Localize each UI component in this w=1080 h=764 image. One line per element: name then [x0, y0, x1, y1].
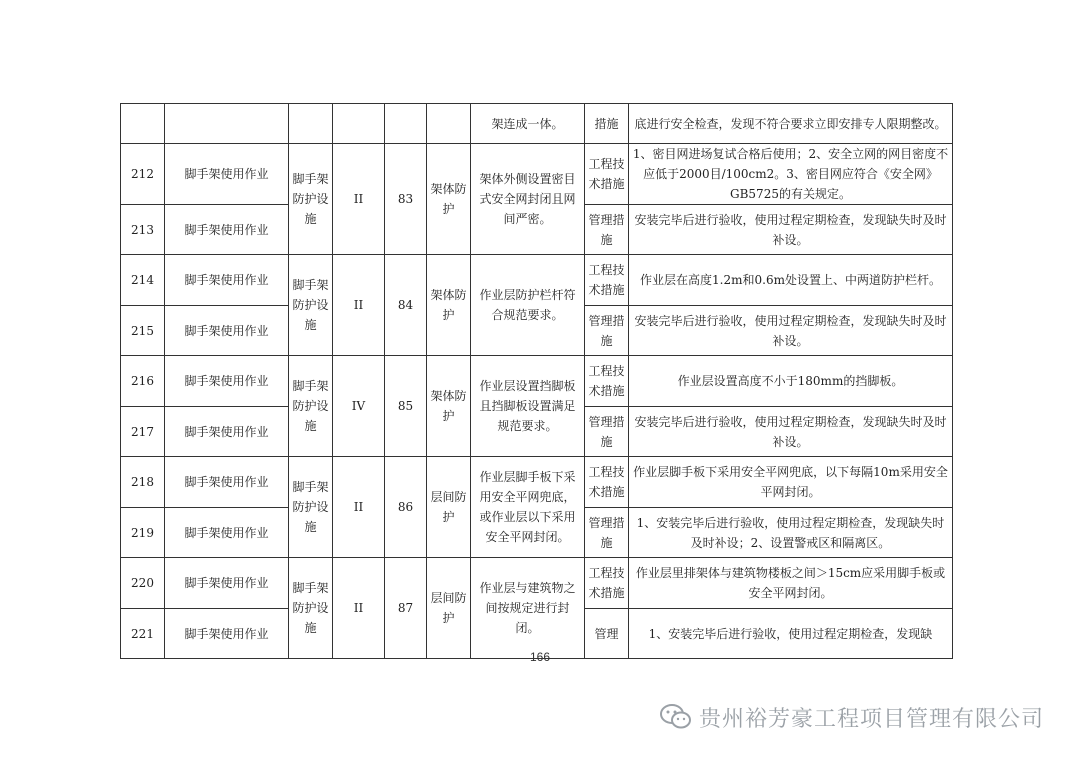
- watermark-text: 贵州裕芳豪工程项目管理有限公司: [698, 706, 1044, 732]
- level-cell: II: [333, 144, 385, 255]
- measure-type-cell: 工程技术措施: [585, 457, 629, 508]
- facility-cell: 脚手架防护设施: [289, 457, 333, 558]
- work-cell: 脚手架使用作业: [165, 457, 289, 508]
- content-cell: 作业层防护栏杆符合规范要求。: [471, 255, 585, 356]
- code-cell: 85: [385, 356, 427, 457]
- row-number-cell: 219: [121, 508, 165, 558]
- measure-cell: 1、密目网进场复试合格后使用；2、安全立网的网目密度不应低于2000目/100cm2。3、密目网应符合《安全网》GB5725的有关规定。: [629, 144, 953, 205]
- table-row: [121, 558, 953, 609]
- measure-type-cell: 管理措施: [585, 407, 629, 457]
- category-cell: [427, 104, 471, 144]
- measure-cell: 作业层脚手板下采用安全平网兜底，以下每隔10m采用安全平网封闭。: [629, 457, 953, 508]
- code-cell: 86: [385, 457, 427, 558]
- category-cell: 层间防护: [427, 457, 471, 558]
- table-row: [121, 457, 953, 508]
- work-cell: 脚手架使用作业: [165, 144, 289, 205]
- row-number-cell: 217: [121, 407, 165, 457]
- category-cell: 架体防护: [427, 255, 471, 356]
- level-cell: II: [333, 457, 385, 558]
- hazard-measures-table: [120, 103, 953, 659]
- category-cell: 层间防护: [427, 558, 471, 659]
- level-cell: II: [333, 558, 385, 659]
- measure-type-cell: 工程技术措施: [585, 558, 629, 609]
- content-cell: 作业层脚手板下采用安全平网兜底，或作业层以下采用安全平网封闭。: [471, 457, 585, 558]
- measure-cell: 作业层设置高度不小于180mm的挡脚板。: [629, 356, 953, 407]
- measure-type-cell: 措施: [585, 104, 629, 144]
- measure-type-cell: 管理措施: [585, 306, 629, 356]
- row-number-cell: [121, 104, 165, 144]
- work-cell: [165, 104, 289, 144]
- work-cell: 脚手架使用作业: [165, 508, 289, 558]
- content-cell: 作业层与建筑物之间按规定进行封闭。: [471, 558, 585, 659]
- row-number-cell: 213: [121, 205, 165, 255]
- measure-type-cell: 工程技术措施: [585, 255, 629, 306]
- row-number-cell: 216: [121, 356, 165, 407]
- row-number-cell: 221: [121, 609, 165, 659]
- content-cell: 架连成一体。: [471, 104, 585, 144]
- code-cell: 84: [385, 255, 427, 356]
- row-number-cell: 218: [121, 457, 165, 508]
- code-cell: 83: [385, 144, 427, 255]
- measure-cell: 作业层在高度1.2m和0.6m处设置上、中两道防护栏杆。: [629, 255, 953, 306]
- page-number: 166: [529, 650, 551, 664]
- level-cell: [333, 104, 385, 144]
- facility-cell: [289, 104, 333, 144]
- measure-type-cell: 管理措施: [585, 205, 629, 255]
- work-cell: 脚手架使用作业: [165, 306, 289, 356]
- facility-cell: 脚手架防护设施: [289, 144, 333, 255]
- work-cell: 脚手架使用作业: [165, 356, 289, 407]
- facility-cell: 脚手架防护设施: [289, 356, 333, 457]
- work-cell: 脚手架使用作业: [165, 205, 289, 255]
- measure-type-cell: 管理: [585, 609, 629, 659]
- work-cell: 脚手架使用作业: [165, 609, 289, 659]
- level-cell: IV: [333, 356, 385, 457]
- measure-cell: 底进行安全检查，发现不符合要求立即安排专人限期整改。: [629, 104, 953, 144]
- measure-cell: 作业层里排架体与建筑物楼板之间＞15cm应采用脚手板或安全平网封闭。: [629, 558, 953, 609]
- measure-cell: 安装完毕后进行验收，使用过程定期检查，发现缺失时及时补设。: [629, 306, 953, 356]
- measure-type-cell: 管理措施: [585, 508, 629, 558]
- row-number-cell: 215: [121, 306, 165, 356]
- table-row: [121, 104, 953, 144]
- content-cell: 架体外侧设置密目式安全网封闭且网间严密。: [471, 144, 585, 255]
- row-number-cell: 212: [121, 144, 165, 205]
- wechat-icon: [659, 703, 693, 731]
- watermark: [659, 702, 1044, 732]
- facility-cell: 脚手架防护设施: [289, 558, 333, 659]
- row-number-cell: 220: [121, 558, 165, 609]
- table-row: [121, 356, 953, 407]
- work-cell: 脚手架使用作业: [165, 558, 289, 609]
- measure-cell: 安装完毕后进行验收，使用过程定期检查，发现缺失时及时补设。: [629, 407, 953, 457]
- category-cell: 架体防护: [427, 356, 471, 457]
- table-row: [121, 144, 953, 205]
- category-cell: 架体防护: [427, 144, 471, 255]
- table-row: [121, 255, 953, 306]
- content-cell: 作业层设置挡脚板且挡脚板设置满足规范要求。: [471, 356, 585, 457]
- measure-cell: 安装完毕后进行验收，使用过程定期检查，发现缺失时及时补设。: [629, 205, 953, 255]
- facility-cell: 脚手架防护设施: [289, 255, 333, 356]
- work-cell: 脚手架使用作业: [165, 255, 289, 306]
- work-cell: 脚手架使用作业: [165, 407, 289, 457]
- measure-type-cell: 工程技术措施: [585, 356, 629, 407]
- measure-cell: 1、安装完毕后进行验收，使用过程定期检查，发现缺: [629, 609, 953, 659]
- row-number-cell: 214: [121, 255, 165, 306]
- measure-type-cell: 工程技术措施: [585, 144, 629, 205]
- measure-cell: 1、安装完毕后进行验收，使用过程定期检查，发现缺失时及时补设；2、设置警戒区和隔离区。: [629, 508, 953, 558]
- code-cell: [385, 104, 427, 144]
- level-cell: II: [333, 255, 385, 356]
- code-cell: 87: [385, 558, 427, 659]
